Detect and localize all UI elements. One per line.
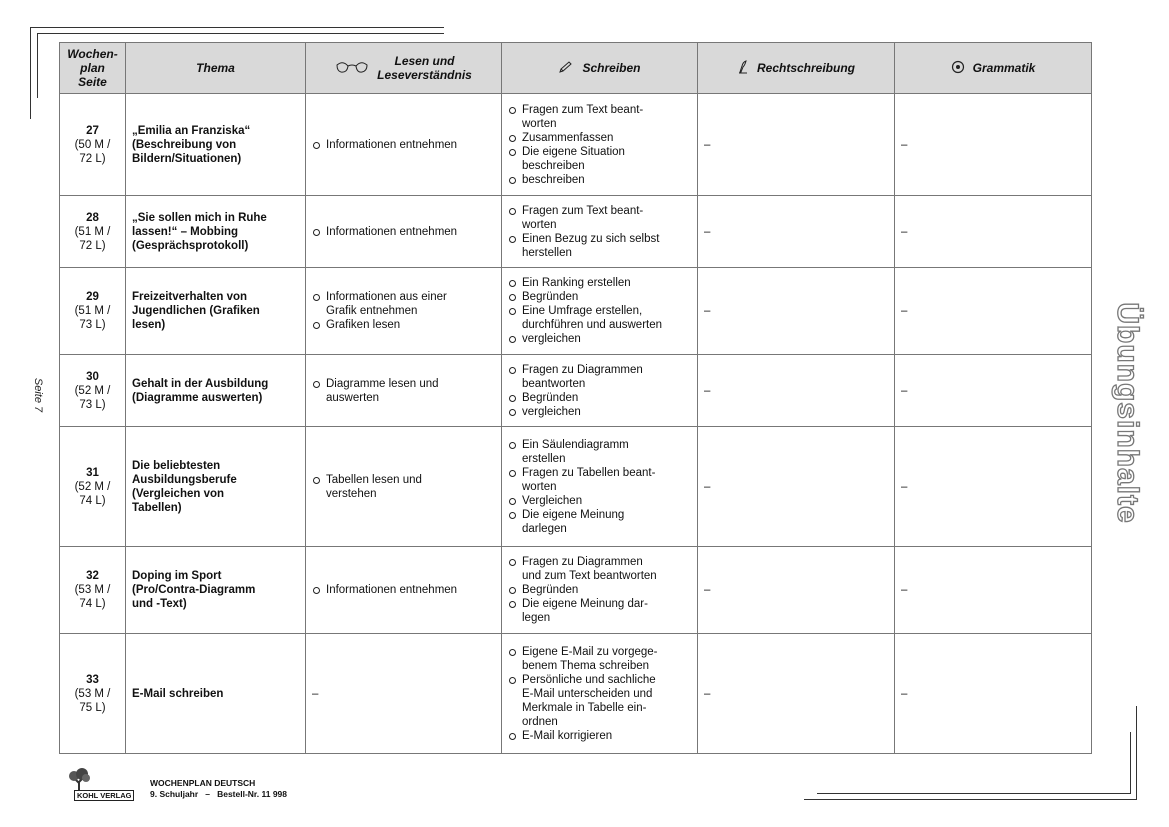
header-writing-label: Schreiben: [582, 61, 641, 75]
reading-list: [312, 138, 495, 152]
list-item: Eigene E-Mail zu vorgege- benem Thema schreiben: [508, 645, 691, 673]
reading-list: [312, 583, 495, 597]
header-topic: Thema: [126, 43, 306, 94]
publisher-logo-tree-icon: [66, 768, 92, 792]
page-number: 29: [86, 291, 99, 303]
page-number: 33: [86, 673, 99, 686]
cell-grammar: –: [895, 427, 1092, 547]
section-title-vertical: Übungsinhalte: [1111, 302, 1144, 524]
cell-topic: „Emilia an Franziska“ (Beschreibung von Bildern/Situationen): [126, 94, 306, 196]
page-number: 28: [86, 211, 99, 224]
cell-spelling: –: [698, 427, 895, 547]
quill-icon: [737, 60, 749, 77]
list-item: Begründen: [508, 391, 691, 405]
cell-page: [60, 634, 126, 754]
cell-reading: [306, 547, 502, 634]
table-header-row: [60, 43, 1092, 94]
page-reference: (52 M / 74 L): [74, 480, 111, 507]
cell-topic: Doping im Sport (Pro/Contra-Diagramm und -Text): [126, 547, 306, 634]
table-row: [60, 94, 1092, 196]
page-reference: (53 M / 75 L): [74, 687, 111, 714]
footer-subtitle: 9. Schuljahr – Bestell-Nr. 11 998: [150, 789, 288, 799]
cell-grammar: –: [895, 196, 1092, 268]
reading-list: [312, 290, 495, 332]
cell-spelling: –: [698, 94, 895, 196]
writing-list: [508, 363, 691, 419]
footer-title: WOCHENPLAN DEUTSCH: [150, 778, 256, 788]
page-reference: (51 M / 73 L): [74, 305, 111, 331]
cell-grammar: –: [895, 547, 1092, 634]
cell-topic: E-Mail schreiben: [126, 634, 306, 754]
header-grammar: [895, 43, 1092, 94]
writing-list: [508, 204, 691, 260]
cell-topic: Freizeitverhalten von Jugendlichen (Grafiken lesen): [126, 268, 306, 355]
cell-page: [60, 355, 126, 427]
cell-topic: Gehalt in der Ausbildung (Diagramme auswerten): [126, 355, 306, 427]
cell-grammar: –: [895, 94, 1092, 196]
cell-topic: „Sie sollen mich in Ruhe lassen!“ – Mobbing (Gesprächsprotokoll): [126, 196, 306, 268]
cell-spelling: –: [698, 268, 895, 355]
list-item: Einen Bezug zu sich selbst herstellen: [508, 232, 691, 260]
pencil-icon: [558, 60, 574, 77]
publisher-logo-text: KOHL VERLAG: [74, 790, 134, 801]
list-item: Fragen zum Text beant- worten: [508, 204, 691, 232]
list-item: Begründen: [508, 290, 691, 304]
list-item: Die eigene Situation beschreiben: [508, 145, 691, 173]
cell-writing: [502, 355, 698, 427]
writing-list: [508, 103, 691, 187]
frame-line-top-2: [37, 33, 444, 34]
page-reference: (51 M / 72 L): [74, 225, 111, 252]
cell-reading: [306, 94, 502, 196]
list-item: Fragen zu Diagrammen und zum Text beantworten: [508, 555, 691, 583]
table-row: [60, 268, 1092, 355]
list-item: Fragen zu Diagrammen beantworten: [508, 363, 691, 391]
cell-reading: [306, 427, 502, 547]
list-item: Informationen aus einer Grafik entnehmen: [312, 290, 495, 318]
glasses-icon: [335, 59, 369, 78]
cell-spelling: –: [698, 547, 895, 634]
table-row: [60, 355, 1092, 427]
header-grammar-label: Grammatik: [972, 61, 1036, 75]
cell-page: [60, 94, 126, 196]
frame-line-right-1: [1136, 706, 1137, 799]
list-item: Persönliche und sachliche E-Mail unterscheiden und Merkmale in Tabelle ein- ordnen: [508, 673, 691, 729]
list-item: Ein Ranking erstellen: [508, 276, 691, 290]
page-reference: (50 M / 72 L): [74, 138, 111, 165]
reading-list: [312, 473, 495, 501]
table-row: [60, 427, 1092, 547]
list-item: Grafiken lesen: [312, 318, 495, 332]
page-number-label: Seite 7: [32, 377, 44, 413]
list-item: Zusammenfassen: [508, 131, 691, 145]
cell-reading: [306, 355, 502, 427]
frame-line-left-1: [30, 27, 31, 119]
header-writing: [502, 43, 698, 94]
cell-writing: [502, 634, 698, 754]
list-item: Fragen zum Text beant- worten: [508, 103, 691, 131]
reading-list: [312, 377, 495, 405]
header-reading-label: Lesen und Leseverständnis: [377, 54, 472, 82]
cell-spelling: –: [698, 196, 895, 268]
list-item: Vergleichen: [508, 494, 691, 508]
list-item: Fragen zu Tabellen beant- worten: [508, 466, 691, 494]
list-item: Informationen entnehmen: [312, 225, 495, 239]
target-icon: [951, 60, 965, 77]
cell-spelling: –: [698, 355, 895, 427]
cell-writing: [502, 547, 698, 634]
page-number: 30: [86, 370, 99, 383]
list-item: Die eigene Meinung dar- legen: [508, 597, 691, 625]
cell-page: [60, 268, 126, 355]
cell-writing: [502, 196, 698, 268]
frame-line-bottom-1: [804, 799, 1137, 800]
cell-spelling: –: [698, 634, 895, 754]
page-number: 32: [86, 570, 99, 582]
reading-list: [312, 225, 495, 239]
list-item: Diagramme lesen und auswerten: [312, 377, 495, 405]
list-item: Informationen entnehmen: [312, 138, 495, 152]
page-reference: (52 M / 73 L): [74, 384, 111, 411]
page-reference: (53 M / 74 L): [74, 584, 111, 610]
exercise-content-table: [59, 42, 1092, 754]
writing-list: [508, 276, 691, 346]
frame-line-bottom-2: [817, 793, 1131, 794]
cell-page: [60, 196, 126, 268]
header-spelling: [698, 43, 895, 94]
writing-list: [508, 645, 691, 743]
header-page: Wochen- plan Seite: [60, 43, 126, 94]
page-number: 31: [86, 466, 99, 479]
cell-grammar: –: [895, 268, 1092, 355]
cell-grammar: –: [895, 634, 1092, 754]
list-item: Ein Säulendiagramm erstellen: [508, 438, 691, 466]
frame-line-top-1: [30, 27, 444, 28]
writing-list: [508, 438, 691, 536]
list-item: Tabellen lesen und verstehen: [312, 473, 495, 501]
cell-page: [60, 427, 126, 547]
cell-reading: [306, 268, 502, 355]
table-row: [60, 196, 1092, 268]
frame-line-right-2: [1130, 732, 1131, 793]
header-spelling-label: Rechtschreibung: [756, 61, 855, 75]
page-number: 27: [86, 124, 99, 137]
list-item: E-Mail korrigieren: [508, 729, 691, 743]
cell-page: [60, 547, 126, 634]
list-item: Begründen: [508, 583, 691, 597]
table-row: [60, 547, 1092, 634]
list-item: Die eigene Meinung darlegen: [508, 508, 691, 536]
cell-topic: Die beliebtesten Ausbildungsberufe (Vergleichen von Tabellen): [126, 427, 306, 547]
header-reading: [306, 43, 502, 94]
cell-reading: –: [306, 634, 502, 754]
list-item: vergleichen: [508, 405, 691, 419]
cell-reading: [306, 196, 502, 268]
list-item: Informationen entnehmen: [312, 583, 495, 597]
frame-line-left-2: [37, 33, 38, 98]
list-item: vergleichen: [508, 332, 691, 346]
table-row: [60, 634, 1092, 754]
list-item: beschreiben: [508, 173, 691, 187]
cell-writing: [502, 94, 698, 196]
cell-grammar: –: [895, 355, 1092, 427]
writing-list: [508, 555, 691, 625]
list-item: Eine Umfrage erstellen, durchführen und auswerten: [508, 304, 691, 332]
cell-writing: [502, 427, 698, 547]
cell-writing: [502, 268, 698, 355]
